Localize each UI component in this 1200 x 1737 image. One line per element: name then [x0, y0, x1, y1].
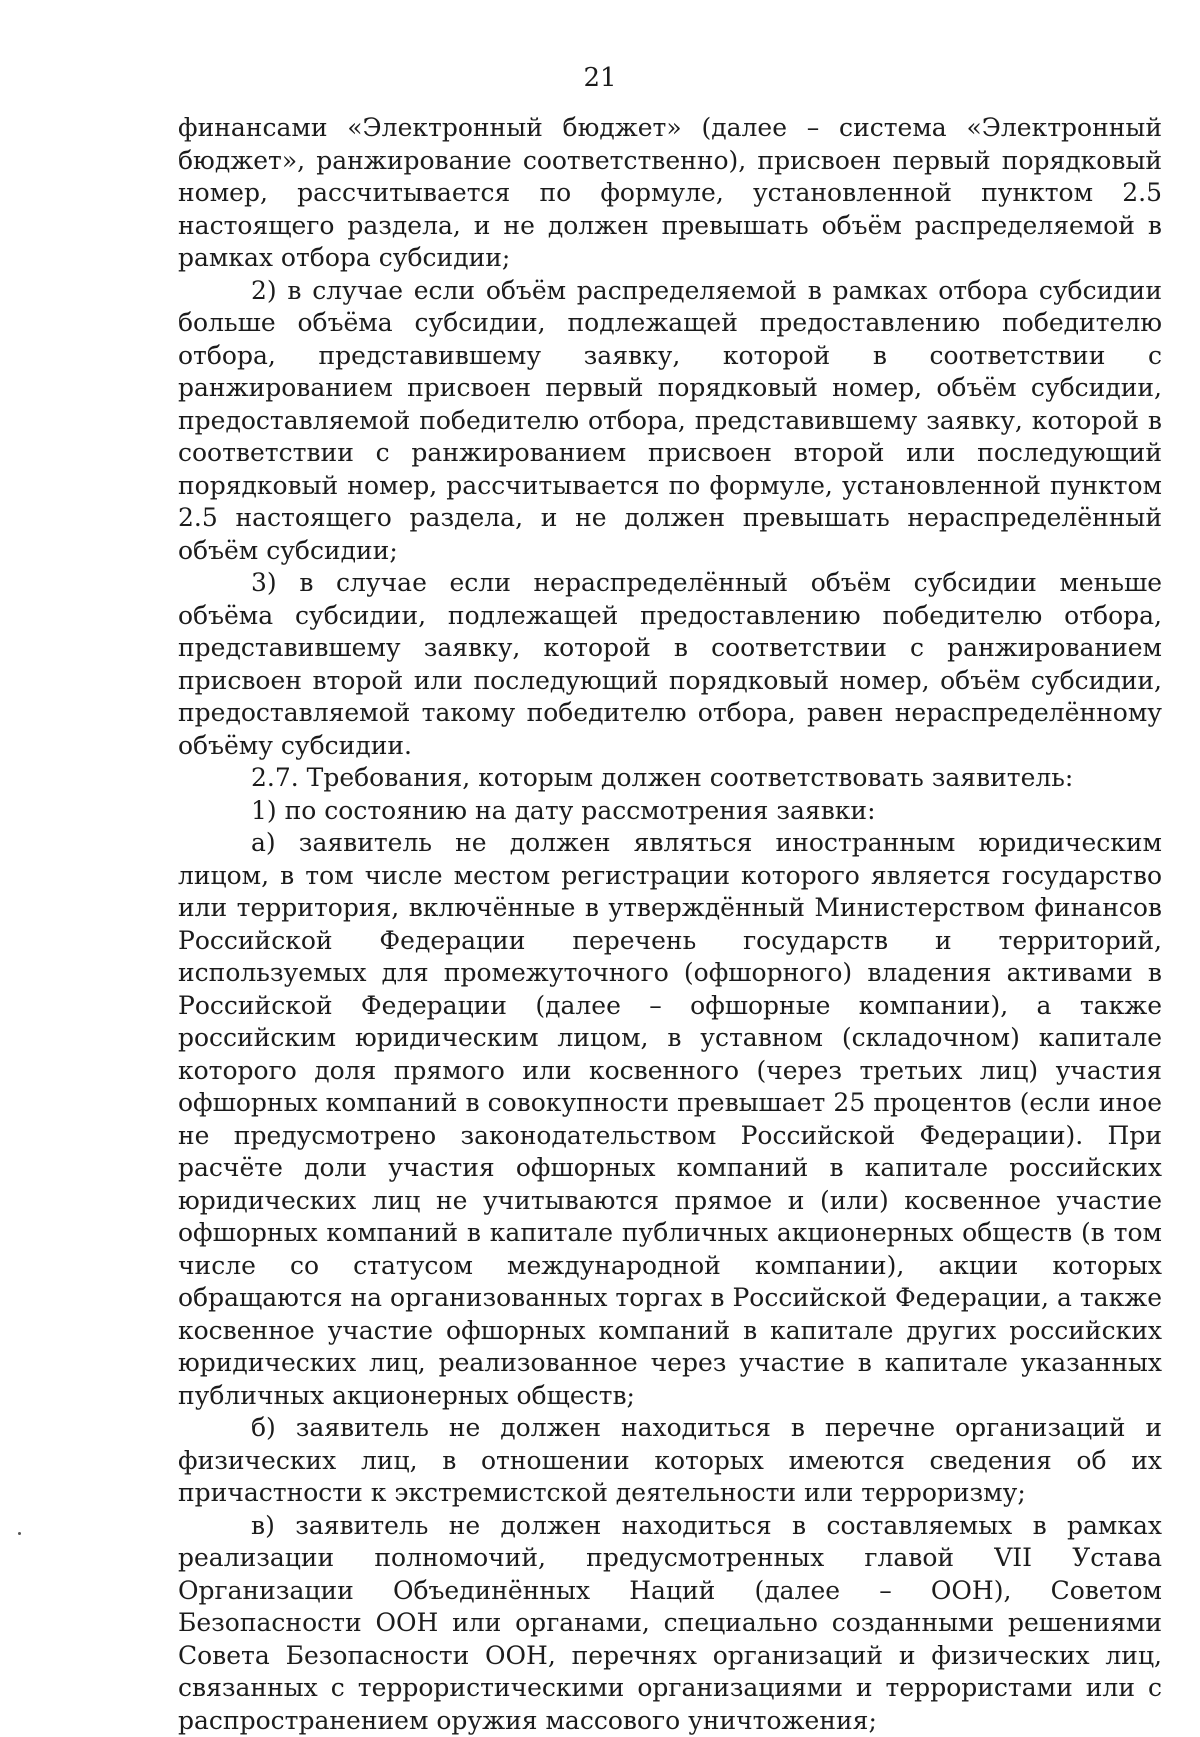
- page-number: 21: [0, 62, 1200, 94]
- paragraph-subitem-a: а) заявитель не должен являться иностранным юридическим лицом, в том числе местом регистрации которого является государство или территория, включённые в утверждённый Министерством финансов Российской Федерации перечень государств и территорий, используемых для промежуточного (офшорного) владения активами в Российской Федерации (далее – офшорные компании), а также российским юридическим лицом, в уставном (складочном) капитале которого доля прямого или косвенного (через третьих лиц) участия офшорных компаний в совокупности превышает 25 процентов (если иное не предусмотрено законодательством Российской Федерации). При расчёте доли участия офшорных компаний в капитале российских юридических лиц не учитываются прямое и (или) косвенное участие офшорных компаний в капитале публичных акционерных обществ (в том числе со статусом международной компании), акции которых обращаются на организованных торгах в Российской Федерации, а также косвенное участие офшорных компаний в капитале других российских юридических лиц, реализованное через участие в капитале указанных публичных акционерных обществ;: [178, 827, 1162, 1412]
- paragraph-item-2: 2) в случае если объём распределяемой в рамках отбора субсидии больше объёма субсидии, подлежащей предоставлению победителю отбора, представившему заявку, которой в соответствии с ранжированием присвоен первый порядковый номер, объём субсидии, предоставляемой победителю отбора, представившему заявку, которой в соответствии с ранжированием присвоен второй или последующий порядковый номер, рассчитывается по формуле, установленной пунктом 2.5 настоящего раздела, и не должен превышать нераспределённый объём субсидии;: [178, 275, 1162, 568]
- scan-dot-mark: [18, 1532, 21, 1535]
- document-body: [178, 112, 1162, 1737]
- paragraph-continuation: финансами «Электронный бюджет» (далее – система «Электронный бюджет», ранжирование соответственно), присвоен первый порядковый номер, рассчитывается по формуле, установленной пунктом 2.5 настоящего раздела, и не должен превышать объём распределяемой в рамках отбора субсидии;: [178, 112, 1162, 275]
- paragraph-subitem-b: б) заявитель не должен находиться в перечне организаций и физических лиц, в отношении которых имеются сведения об их причастности к экстремистской деятельности или терроризму;: [178, 1412, 1162, 1510]
- paragraph-subitem-1: 1) по состоянию на дату рассмотрения заявки:: [178, 795, 1162, 828]
- paragraph-subitem-v: в) заявитель не должен находиться в составляемых в рамках реализации полномочий, предусмотренных главой VII Устава Организации Объединённых Наций (далее – ООН), Советом Безопасности ООН или органами, специально созданными решениями Совета Безопасности ООН, перечнях организаций и физических лиц, связанных с террористическими организациями и террористами или с распространением оружия массового уничтожения;: [178, 1510, 1162, 1737]
- paragraph-item-3: 3) в случае если нераспределённый объём субсидии меньше объёма субсидии, подлежащей предоставлению победителю отбора, представившему заявку, которой в соответствии с ранжированием присвоен второй или последующий порядковый номер, объём субсидии, предоставляемой такому победителю отбора, равен нераспределённому объёму субсидии.: [178, 567, 1162, 762]
- section-heading-2-7: 2.7. Требования, которым должен соответствовать заявитель:: [178, 762, 1162, 795]
